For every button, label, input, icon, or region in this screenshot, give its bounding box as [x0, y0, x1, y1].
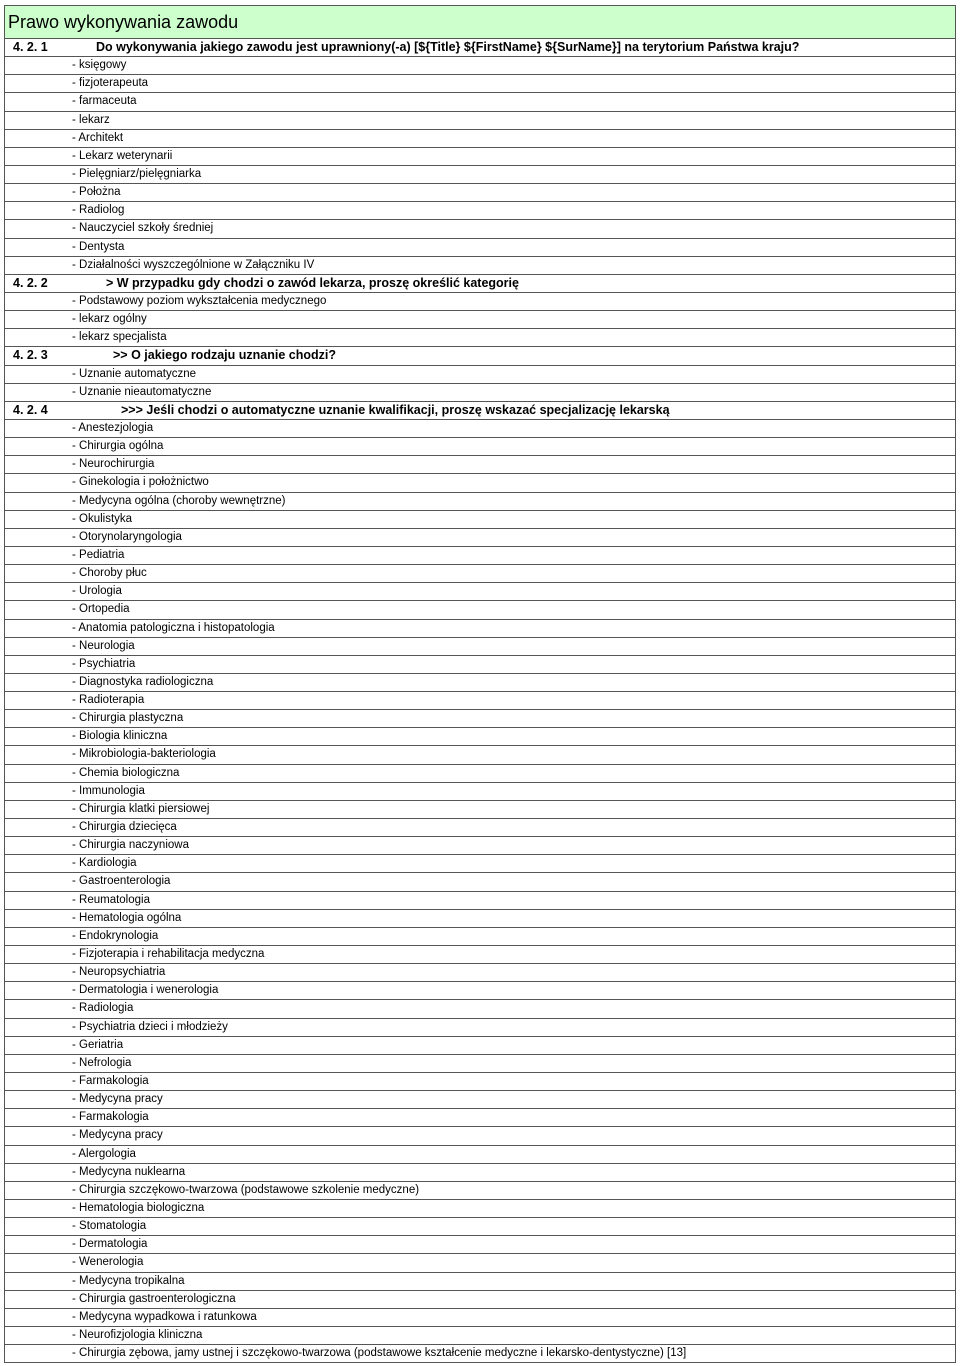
option-row: [4, 1291, 956, 1309]
option-text: - Psychiatria dzieci i młodzieży: [72, 1020, 228, 1033]
option-list: [4, 57, 956, 275]
option-row: [4, 1000, 956, 1018]
question-number: 4. 2. 2: [13, 275, 48, 290]
option-row: [4, 184, 956, 202]
option-row: [4, 1327, 956, 1345]
question-row: [4, 402, 956, 420]
option-row: [4, 892, 956, 910]
option-text: - Neurofizjologia kliniczna: [72, 1328, 203, 1341]
option-row: [4, 638, 956, 656]
option-text: - Dermatologia: [72, 1238, 148, 1251]
option-row: [4, 257, 956, 275]
option-row: [4, 112, 956, 130]
option-text: - Biologia kliniczna: [72, 730, 168, 743]
option-row: [4, 855, 956, 873]
option-row: [4, 1037, 956, 1055]
question-row: [4, 39, 956, 57]
option-row: [4, 1236, 956, 1254]
option-row: [4, 837, 956, 855]
option-text: - Ortopedia: [72, 603, 130, 616]
option-text: - Neuropsychiatria: [72, 966, 166, 979]
option-row: [4, 1309, 956, 1327]
option-text: - Urologia: [72, 585, 122, 598]
option-text: - farmaceuta: [72, 95, 137, 108]
option-row: [4, 493, 956, 511]
option-row: [4, 93, 956, 111]
option-row: [4, 1019, 956, 1037]
option-text: - Ginekologia i położnictwo: [72, 476, 209, 489]
option-text: - Medycyna wypadkowa i ratunkowa: [72, 1310, 257, 1323]
option-row: [4, 239, 956, 257]
option-text: - lekarz ogólny: [72, 313, 147, 326]
option-text: - Neurochirurgia: [72, 458, 155, 471]
question-text: >> O jakiego rodzaju uznanie chodzi?: [113, 348, 336, 363]
section-title: Prawo wykonywania zawodu: [4, 5, 956, 39]
option-text: - Chirurgia ogólna: [72, 440, 164, 453]
option-text: - księgowy: [72, 59, 127, 72]
option-row: [4, 1109, 956, 1127]
option-row: [4, 166, 956, 184]
option-row: [4, 910, 956, 928]
question-number: 4. 2. 4: [13, 402, 48, 417]
option-row: [4, 1073, 956, 1091]
option-text: - Radiolog: [72, 204, 125, 217]
option-text: - Wenerologia: [72, 1256, 144, 1269]
option-row: [4, 311, 956, 329]
option-text: - Farmakologia: [72, 1111, 149, 1124]
option-text: - Immunologia: [72, 784, 145, 797]
option-row: [4, 474, 956, 492]
question-block: [4, 402, 956, 1363]
option-row: [4, 511, 956, 529]
question-text: >>> Jeśli chodzi o automatyczne uznanie kwalifikacji, proszę wskazać specjalizację lekarską: [121, 402, 670, 417]
option-text: - Chirurgia zębowa, jamy ustnej i szczękowo-twarzowa (podstawowe kształcenie medyczne i lekarsko-dentystyczne) [13]: [72, 1347, 687, 1360]
option-text: - Anatomia patologiczna i histopatologia: [72, 621, 275, 634]
document: [4, 5, 956, 1363]
option-text: - Neurologia: [72, 639, 135, 652]
option-text: - Chirurgia szczękowo-twarzowa (podstawowe szkolenie medyczne): [72, 1183, 420, 1196]
question-text: Do wykonywania jakiego zawodu jest uprawniony(-a) [${Title} ${FirstName} ${SurName}] na terytorium Państwa kraju?: [96, 40, 800, 54]
option-list: [4, 293, 956, 347]
option-row: [4, 801, 956, 819]
option-list: [4, 420, 956, 1363]
question-number: 4. 2. 3: [13, 348, 48, 363]
option-text: - Choroby płuc: [72, 567, 147, 580]
option-row: [4, 293, 956, 311]
option-text: - Alergologia: [72, 1147, 136, 1160]
option-text: - Medycyna pracy: [72, 1129, 163, 1142]
option-text: - Anestezjologia: [72, 421, 154, 434]
option-row: [4, 928, 956, 946]
option-row: [4, 366, 956, 384]
option-row: [4, 765, 956, 783]
option-text: - Psychiatria: [72, 657, 136, 670]
option-text: - Hematologia ogólna: [72, 911, 182, 924]
option-text: - Chirurgia plastyczna: [72, 712, 184, 725]
option-row: [4, 529, 956, 547]
option-row: [4, 57, 956, 75]
option-row: [4, 75, 956, 93]
option-row: [4, 601, 956, 619]
option-row: [4, 384, 956, 402]
option-row: [4, 620, 956, 638]
option-text: - Pediatria: [72, 548, 125, 561]
option-row: [4, 547, 956, 565]
option-row: [4, 982, 956, 1000]
question-row: [4, 347, 956, 365]
option-text: - Radioterapia: [72, 694, 145, 707]
option-text: - Nauczyciel szkoły średniej: [72, 222, 214, 235]
option-text: - Uznanie nieautomatyczne: [72, 385, 212, 398]
option-row: [4, 1200, 956, 1218]
option-row: [4, 1273, 956, 1291]
option-row: [4, 873, 956, 891]
option-row: [4, 819, 956, 837]
option-text: - Nefrologia: [72, 1056, 132, 1069]
option-text: - Położna: [72, 186, 121, 199]
option-row: [4, 1127, 956, 1145]
option-row: [4, 438, 956, 456]
option-text: - Chirurgia dziecięca: [72, 821, 177, 834]
option-text: - Stomatologia: [72, 1220, 147, 1233]
option-row: [4, 674, 956, 692]
option-row: [4, 1055, 956, 1073]
option-text: - Geriatria: [72, 1038, 124, 1051]
option-row: [4, 1345, 956, 1363]
option-row: [4, 710, 956, 728]
option-row: [4, 1164, 956, 1182]
option-text: - Lekarz weterynarii: [72, 149, 173, 162]
option-text: - Farmakologia: [72, 1075, 149, 1088]
option-text: - Mikrobiologia-bakteriologia: [72, 748, 216, 761]
option-row: [4, 783, 956, 801]
option-text: - fizjoterapeuta: [72, 77, 149, 90]
question-block: [4, 39, 956, 275]
option-text: - lekarz: [72, 113, 110, 126]
option-row: [4, 456, 956, 474]
option-text: - Podstawowy poziom wykształcenia medycznego: [72, 294, 327, 307]
option-text: - Architekt: [72, 131, 124, 144]
option-text: - Otorynolaryngologia: [72, 530, 182, 543]
option-row: [4, 964, 956, 982]
option-row: [4, 583, 956, 601]
option-text: - Reumatologia: [72, 893, 150, 906]
option-row: [4, 1182, 956, 1200]
option-text: - Medycyna pracy: [72, 1093, 163, 1106]
option-row: [4, 220, 956, 238]
option-text: - Chirurgia naczyniowa: [72, 839, 189, 852]
option-text: - Medycyna ogólna (choroby wewnętrzne): [72, 494, 286, 507]
question-text: > W przypadku gdy chodzi o zawód lekarza, proszę określić kategorię: [106, 275, 519, 290]
option-text: - Uznanie automatyczne: [72, 367, 197, 380]
question-block: [4, 347, 956, 401]
option-text: - Diagnostyka radiologiczna: [72, 675, 214, 688]
option-text: - Chirurgia klatki piersiowej: [72, 802, 210, 815]
option-row: [4, 148, 956, 166]
option-row: [4, 728, 956, 746]
option-row: [4, 746, 956, 764]
option-text: - Kardiologia: [72, 857, 137, 870]
option-text: - Okulistyka: [72, 512, 133, 525]
option-row: [4, 656, 956, 674]
option-text: - Medycyna tropikalna: [72, 1274, 185, 1287]
option-text: - Hematologia biologiczna: [72, 1202, 205, 1214]
question-number: 4. 2. 1: [13, 40, 48, 54]
option-text: - Fizjoterapia i rehabilitacja medyczna: [72, 948, 265, 961]
option-row: [4, 692, 956, 710]
option-row: [4, 946, 956, 964]
option-list: [4, 366, 956, 402]
option-row: [4, 329, 956, 347]
option-text: - Chirurgia gastroenterologiczna: [72, 1292, 236, 1305]
option-text: - Dermatologia i wenerologia: [72, 984, 219, 997]
option-row: [4, 202, 956, 220]
option-text: - Chemia biologiczna: [72, 766, 180, 779]
question-block: [4, 275, 956, 348]
option-row: [4, 1254, 956, 1272]
option-text: - Gastroenterologia: [72, 875, 171, 888]
option-text: - Endokrynologia: [72, 929, 159, 942]
question-row: [4, 275, 956, 293]
option-row: [4, 130, 956, 148]
option-text: - Dentysta: [72, 240, 125, 253]
option-row: [4, 420, 956, 438]
option-row: [4, 565, 956, 583]
option-text: - Medycyna nuklearna: [72, 1165, 186, 1178]
option-row: [4, 1218, 956, 1236]
option-text: - Pielęgniarz/pielęgniarka: [72, 167, 202, 180]
option-text: - Działalności wyszczególnione w Załączniku IV: [72, 258, 315, 271]
option-row: [4, 1146, 956, 1164]
option-text: - lekarz specjalista: [72, 331, 167, 344]
option-text: - Radiologia: [72, 1002, 134, 1015]
option-row: [4, 1091, 956, 1109]
